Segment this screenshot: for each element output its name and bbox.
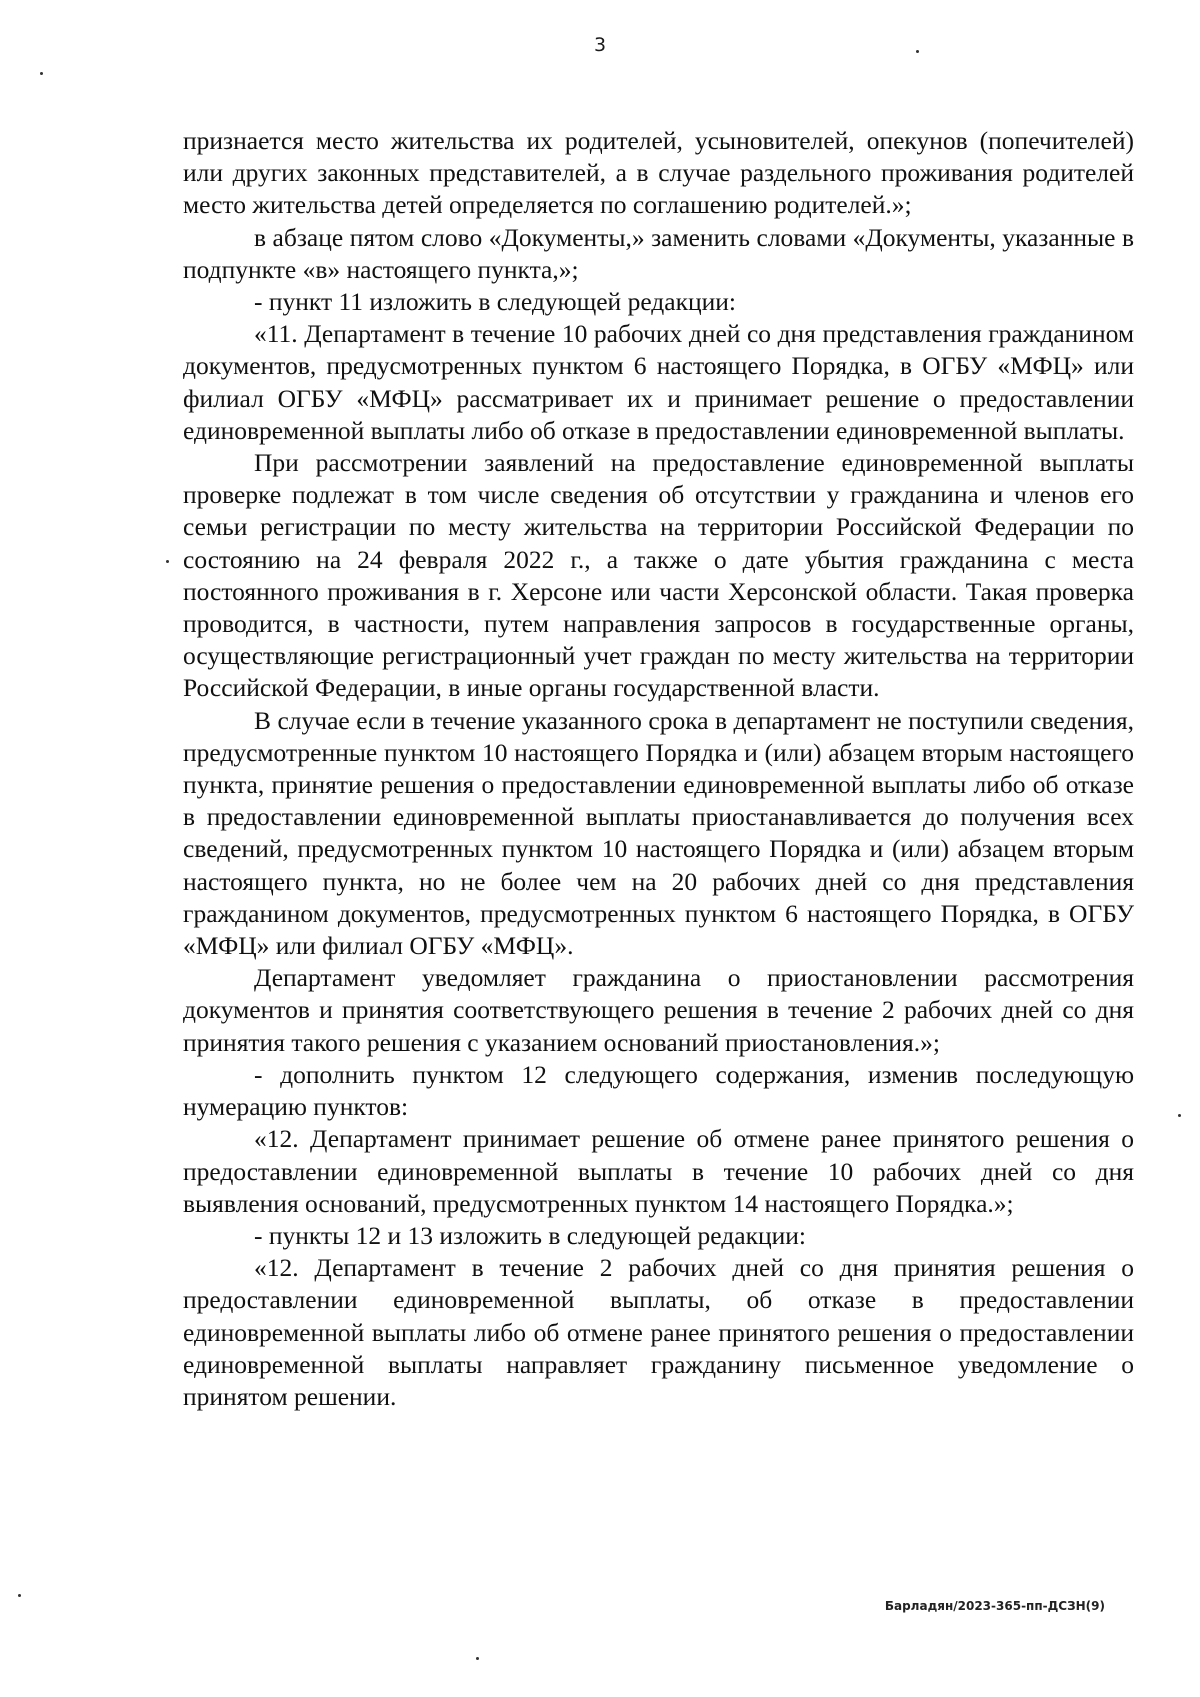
- paragraph-1: признается место жительства их родителей, усыновителей, опекунов (попечителей) или других законных представителей, а в случае раздельного проживания родителей место жительства детей определяется по соглашению родителей.»;: [183, 126, 1134, 220]
- paragraph-4: «11. Департамент в течение 10 рабочих дней со дня представления гражданином документов, предусмотренных пунктом 6 настоящего Порядка, в ОГБУ «МФЦ» или филиал ОГБУ «МФЦ» рассматривает их и принимает решение о предоставлении единовременной выплаты либо об отказе в предоставлении единовременной выплаты.: [183, 319, 1134, 445]
- document-body: [183, 125, 1134, 1413]
- paragraph-11: «12. Департамент в течение 2 рабочих дней со дня принятия решения о предоставлении единовременной выплаты, об отказе в предоставлении единовременной выплаты либо об отмене ранее принятого решения о предоставлении единовременной выплаты направляет гражданину письменное уведомление о принятом решении.: [183, 1253, 1134, 1411]
- document-code: Барладян/2023-365-пп-ДСЗН(9): [884, 1599, 1105, 1613]
- scan-speck: [1178, 1114, 1181, 1117]
- scan-speck: [18, 1594, 21, 1597]
- paragraph-8: - дополнить пунктом 12 следующего содержания, изменив последующую нумерацию пунктов:: [183, 1059, 1134, 1122]
- paragraph-5: При рассмотрении заявлений на предоставление единовременной выплаты проверке подлежат в том числе сведения об отсутствии у гражданина и членов его семьи регистрации по месту жительства на территории Российской Федерации по состоянию на 24 февраля 2022 г., а также о дате убытия гражданина с места постоянного проживания в г. Херсоне или части Херсонской области. Такая проверка проводится, в частности, путем направления запросов в государственные органы, осуществляющие регистрационный учет граждан по месту жительства на территории Российской Федерации, в иные органы государственной власти.: [183, 448, 1134, 703]
- paragraph-7: Департамент уведомляет гражданина о приостановлении рассмотрения документов и принятия соответствующего решения в течение 2 рабочих дней со дня принятия такого решения с указанием оснований приостановления.»;: [183, 963, 1134, 1057]
- page-number: 3: [593, 34, 607, 56]
- paragraph-2: в абзаце пятом слово «Документы,» заменить словами «Документы, указанные в подпункте «в» настоящего пункта,»;: [183, 222, 1134, 284]
- paragraph-10: - пункты 12 и 13 изложить в следующей редакции:: [254, 1220, 806, 1250]
- scan-speck: [916, 50, 919, 53]
- scan-speck: [40, 72, 43, 75]
- paragraph-6: В случае если в течение указанного срока в департамент не поступили сведения, предусмотренные пунктом 10 настоящего Порядка и (или) абзацем вторым настоящего пункта, принятие решения о предоставлении единовременной выплаты либо об отказе в предоставлении единовременной выплаты приостанавливается до получения всех сведений, предусмотренных пунктом 10 настоящего Порядка и (или) абзацем вторым настоящего пункта, но не более чем на 20 рабочих дней со дня представления гражданином документов, предусмотренных пунктом 6 настоящего Порядка, в ОГБУ «МФЦ» или филиал ОГБУ «МФЦ».: [183, 705, 1134, 961]
- paragraph-9: «12. Департамент принимает решение об отмене ранее принятого решения о предоставлении единовременной выплаты в течение 10 рабочих дней со дня выявления оснований, предусмотренных пунктом 14 настоящего Порядка.»;: [183, 1124, 1134, 1218]
- scan-speck: [476, 1657, 479, 1660]
- scan-speck: [166, 560, 169, 563]
- paragraph-3: - пункт 11 изложить в следующей редакции:: [254, 287, 737, 317]
